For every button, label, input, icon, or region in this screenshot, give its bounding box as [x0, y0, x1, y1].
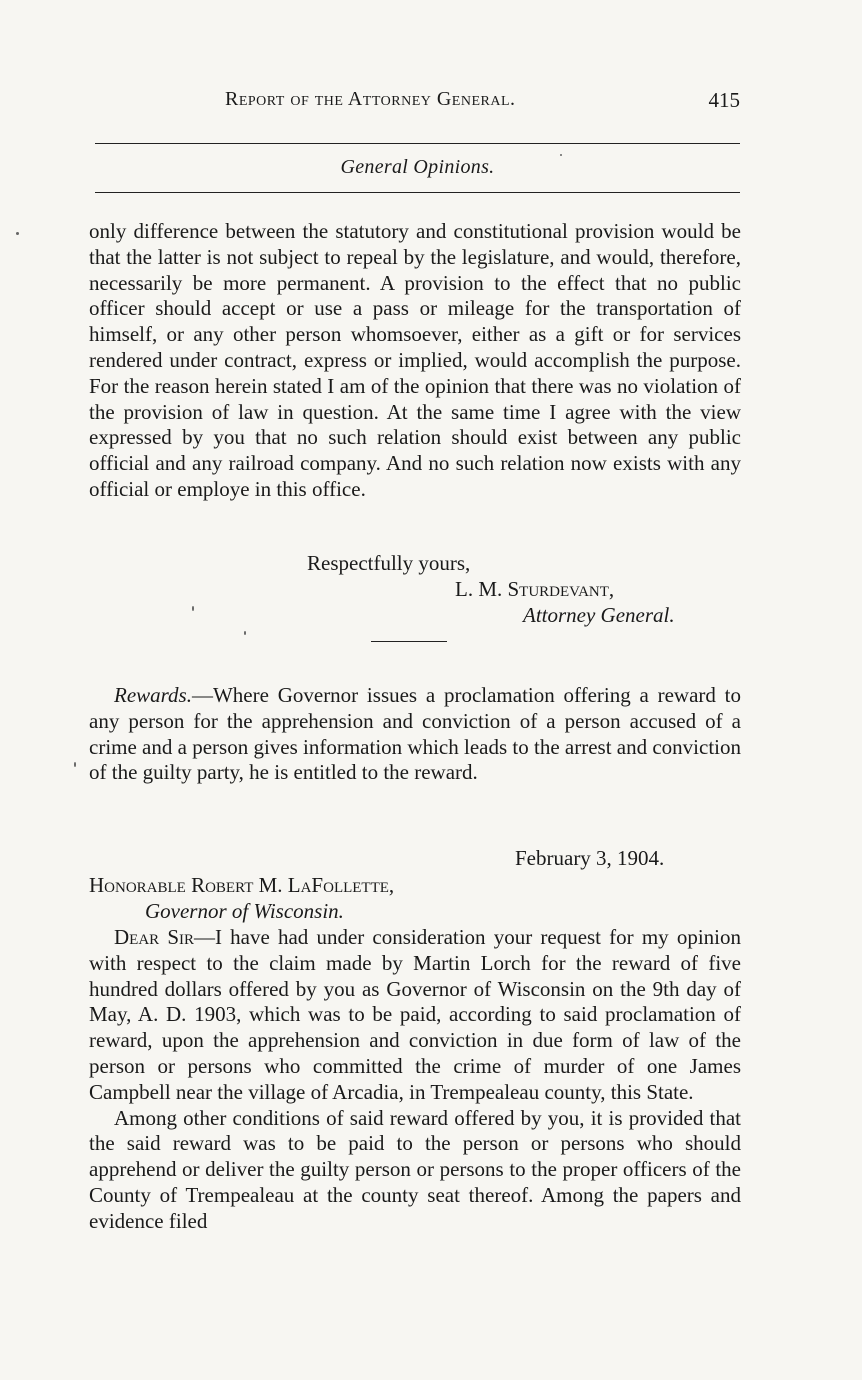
letter-date: February 3, 1904. [515, 846, 665, 870]
headnote-lead: Rewards. [114, 683, 192, 707]
addressee-block [89, 872, 394, 924]
addressee-name: Honorable Robert M. LaFollette, [89, 873, 395, 897]
closing-line: Respectfully yours, [307, 551, 471, 575]
page-number: 415 [708, 88, 740, 112]
salutation: Dear Sir [114, 925, 195, 949]
scan-speck [244, 631, 246, 635]
scan-speck [16, 232, 19, 235]
scan-speck [74, 762, 76, 767]
scan-speck [560, 154, 562, 156]
headnote [89, 683, 741, 786]
continued-opinion [89, 219, 741, 503]
headnote-text: —Where Governor issues a proclamation offering a reward to any person for the apprehension and conviction of a person accused of a crime and a person gives information which leads to the arrest and conviction of the guilty party, he is entitled to the reward. [89, 683, 741, 785]
header-rule-bottom [95, 192, 740, 193]
scan-speck [192, 606, 194, 611]
letter-paragraph-1-text: —I have had under consideration your request for my opinion with respect to the claim made by Martin Lorch for the reward of five hundred dollars offered by you as Governor of Wisconsin on the 9th day of May, A. D. 1903, which was to be paid, according to said proclamation of reward, upon the apprehension and conviction in due form of law of the person or persons who committed the crime of murder of one James Campbell near the village of Arcadia, in Trempealeau county, this State. [89, 925, 741, 1104]
running-head [95, 88, 740, 120]
letter-paragraph-1 [89, 925, 741, 1106]
letter-body [89, 925, 741, 1235]
signature-title: Attorney General. [523, 603, 675, 627]
section-heading: General Opinions. [340, 156, 495, 178]
running-title: Report of the Attorney General. [225, 88, 516, 110]
section-divider [371, 641, 447, 642]
letter-paragraph-2: Among other conditions of said reward offered by you, it is provided that the said reward was to be paid to the person or persons who should apprehend or deliver the guilty person or persons to the proper officers of the County of Trempealeau at the county seat thereof. Among the papers and evidence filed [89, 1105, 741, 1233]
signature-name: L. M. Sturdevant, [455, 577, 615, 601]
opinion-paragraph: only difference between the statutory and constitutional provision would be that the latter is not subject to repeal by the legislature, and would, therefore, necessarily be more permanent. A provision to the effect that no public officer should accept or use a pass or mileage for the transportation of himself, or any other person whomsoever, either as a gift or for services rendered under contract, express or implied, would accomplish the purpose. For the reason herein stated I am of the opinion that there was no violation of the provision of law in question. At the same time I agree with the view expressed by you that no such relation should exist between any public official and any railroad company. And no such relation now exists with any official or employe in this office. [89, 219, 741, 501]
addressee-office: Governor of Wisconsin. [145, 899, 344, 923]
headnote-paragraph [89, 683, 741, 786]
header-rule-top [95, 143, 740, 144]
